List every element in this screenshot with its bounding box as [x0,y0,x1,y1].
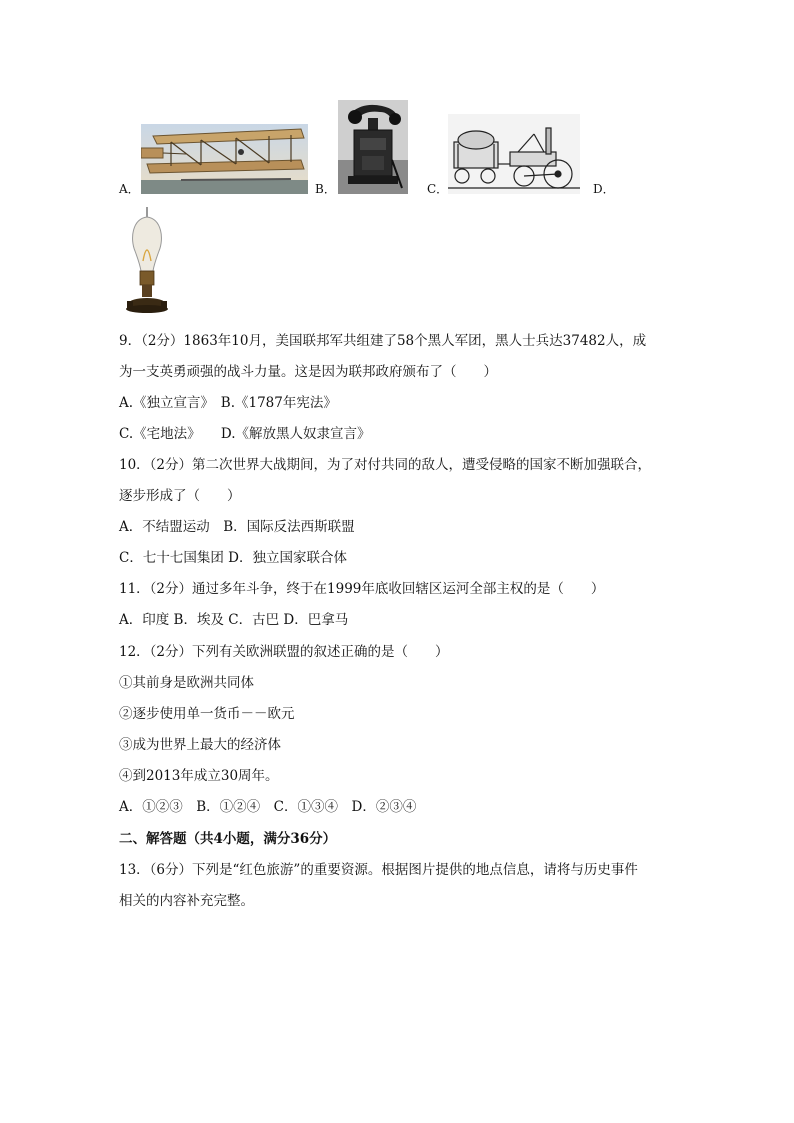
steam-locomotive-image [448,114,580,194]
q9-stem-line2: 为一支英勇顽强的战斗力量。这是因为联邦政府颁布了（ ） [119,364,497,380]
q9-stem-line1: 9．（2分）1863年10月，美国联邦军共组建了58个黑人军团，黑人士兵达37482人，成 [119,333,647,349]
q10-stem-line1: 10．（2分）第二次世界大战期间，为了对付共同的敌人，遭受侵略的国家不断加强联合， [119,457,652,473]
q10-options-line1: A．不结盟运动 B．国际反法西斯联盟 [119,519,355,535]
q11-options-line1: A．印度 B．埃及 C．古巴 D．巴拿马 [119,612,349,628]
q8-option-d-label: D． [593,182,615,196]
q9-options-line2: C.《宅地法》 D.《解放黑人奴隶宣言》 [119,426,371,442]
section2-heading: 二、解答题（共4小题，满分36分） [119,831,337,847]
telephone-image [338,100,408,194]
q8-option-b-label: B． [315,182,336,196]
q13-stem-line1: 13．（6分）下列是“红色旅游”的重要资源。根据图片提供的地点信息，请将与历史事件 [119,862,638,878]
q12-item2: ②逐步使用单一货币－－欧元 [119,706,295,722]
q10-stem-line2: 逐步形成了（ ） [119,488,241,504]
q8-option-row [119,100,639,198]
q12-item4: ④到2013年成立30周年。 [119,768,279,784]
q12-item3: ③成为世界上最大的经济体 [119,737,281,753]
q13-stem-line2: 相关的内容补充完整。 [119,893,254,909]
q12-stem-line1: 12．（2分）下列有关欧洲联盟的叙述正确的是（ ） [119,644,449,660]
q12-options-line1: A．①②③ B．①②④ C．①③④ D．②③④ [119,799,417,815]
q8-option-c-label: C． [427,182,449,196]
light-bulb-image [124,205,170,317]
biplane-image [141,124,308,194]
q12-item1: ①其前身是欧洲共同体 [119,675,254,691]
q9-options-line1: A.《独立宣言》 B.《1787年宪法》 [119,395,337,411]
q10-options-line2: C．七十七国集团 D．独立国家联合体 [119,550,347,566]
q8-option-a-label: A． [119,182,140,196]
q11-stem-line1: 11．（2分）通过多年斗争，终于在1999年底收回辖区运河全部主权的是（ ） [119,581,605,597]
